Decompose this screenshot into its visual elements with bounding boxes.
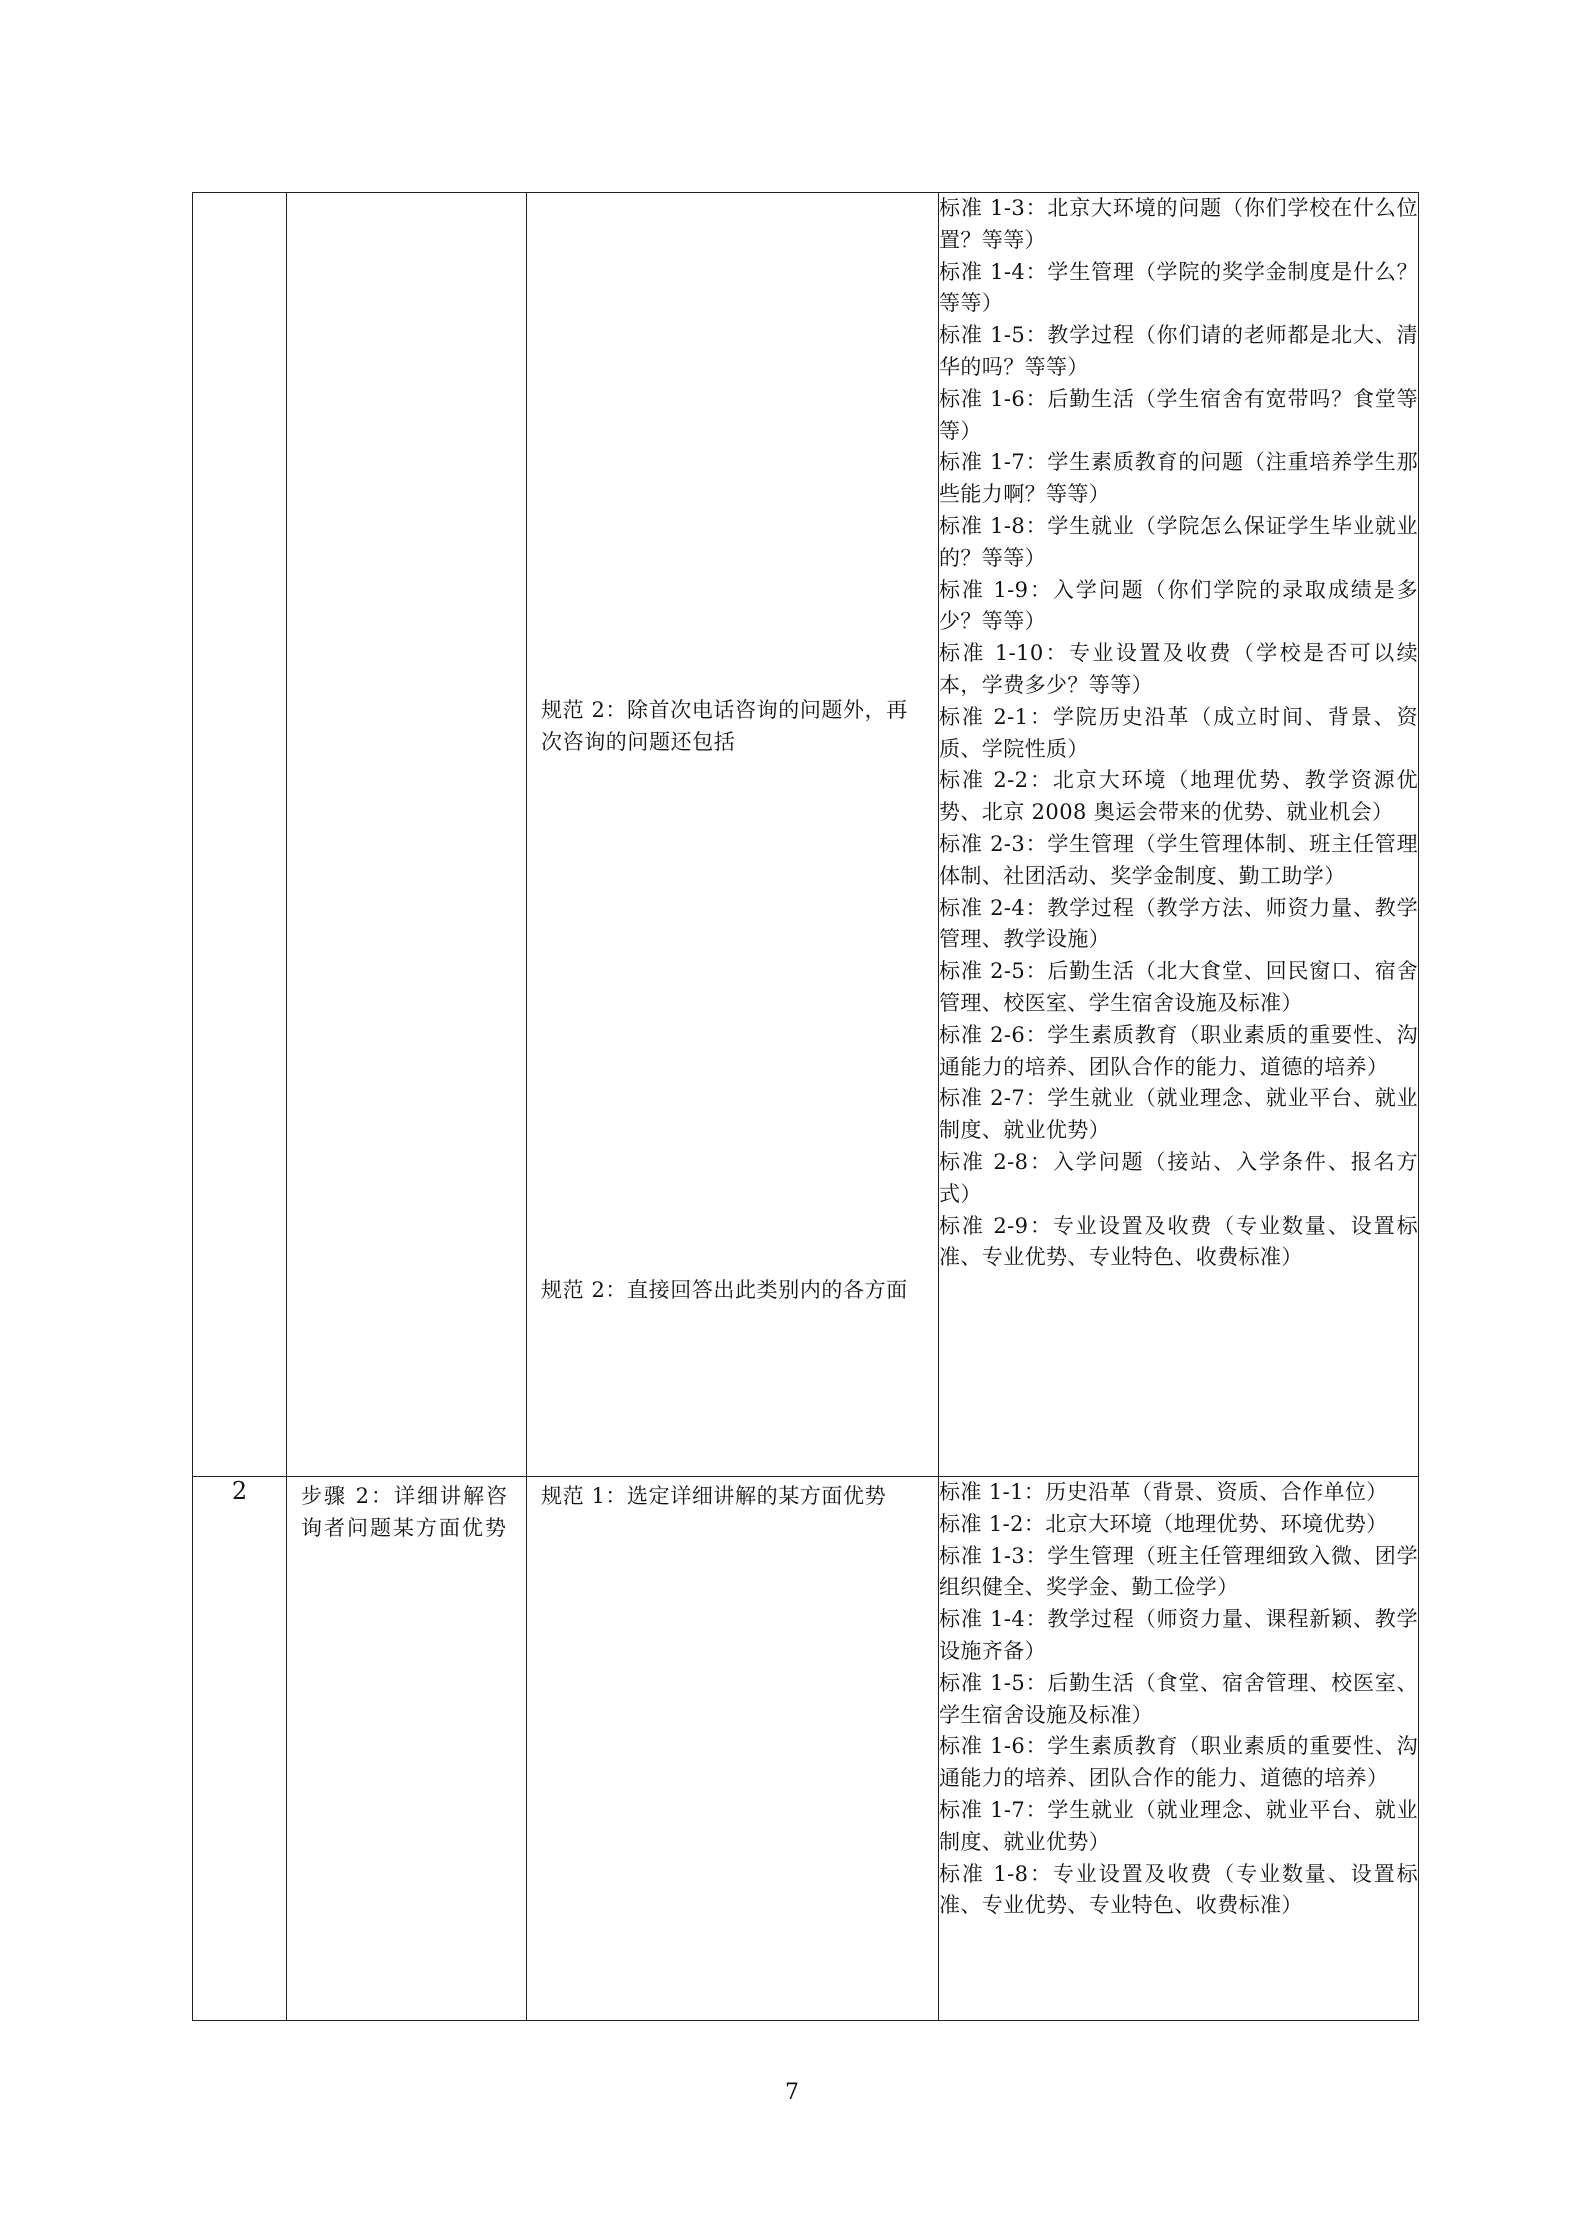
spec-text: 规范 2：直接回答出此类别内的各方面	[541, 1277, 908, 1302]
standard-item: 标准 1-4：学生管理（学院的奖学金制度是什么？等等）	[939, 259, 1418, 316]
standard-item: 标准 1-8：专业设置及收费（专业数量、设置标准、专业优势、专业特色、收费标准）	[939, 1861, 1418, 1918]
spec-text: 规范 2：除首次电话咨询的问题外，再次咨询的问题还包括	[541, 698, 908, 754]
standard-item: 标准 1-9：入学问题（你们学院的录取成绩是多少？等等）	[939, 577, 1418, 634]
step-number-cell: 2	[193, 1477, 287, 2021]
step-cell	[287, 193, 527, 1477]
standard-item: 标准 2-4：教学过程（教学方法、师资力量、教学管理、教学设施）	[939, 895, 1418, 952]
standard-item: 标准 2-3：学生管理（学生管理体制、班主任管理体制、社团活动、奖学金制度、勤工助学）	[939, 831, 1418, 888]
standard-item: 标准 2-1：学院历史沿革（成立时间、背景、资质、学院性质）	[939, 704, 1418, 761]
standard-item: 标准 1-10：专业设置及收费（学校是否可以续本，学费多少？等等）	[939, 641, 1418, 697]
table-row	[193, 193, 1419, 1477]
standard-item: 标准 1-5：后勤生活（食堂、宿舍管理、校医室、学生宿舍设施及标准）	[939, 1670, 1418, 1727]
spec-cell	[527, 1477, 939, 2021]
standard-item: 标准 1-5：教学过程（你们请的老师都是北大、清华的吗？等等）	[939, 323, 1418, 379]
spec-text: 规范 1：选定详细讲解的某方面优势	[541, 1484, 887, 1508]
standards-table	[192, 192, 1419, 2021]
step-text: 步骤 2：详细讲解咨询者问题某方面优势	[301, 1484, 510, 1540]
standard-item: 标准 1-1：历史沿革（背景、资质、合作单位）	[939, 1480, 1388, 1504]
standard-item: 标准 2-6：学生素质教育（职业素质的重要性、沟通能力的培养、团队合作的能力、道德的培养）	[939, 1022, 1418, 1079]
spec-cell	[527, 193, 939, 1477]
standard-item: 标准 1-6：学生素质教育（职业素质的重要性、沟通能力的培养、团队合作的能力、道德的培养）	[939, 1734, 1418, 1791]
standard-item: 标准 1-8：学生就业（学院怎么保证学生毕业就业的？等等）	[939, 513, 1418, 570]
standard-item: 标准 2-7：学生就业（就业理念、就业平台、就业制度、就业优势）	[939, 1086, 1418, 1143]
standards-cell	[939, 193, 1419, 1477]
standard-item: 标准 1-7：学生就业（就业理念、就业平台、就业制度、就业优势）	[939, 1797, 1418, 1854]
step-number-cell	[193, 193, 287, 1477]
standard-item: 标准 2-5：后勤生活（北大食堂、回民窗口、宿舍管理、校医室、学生宿舍设施及标准）	[939, 959, 1418, 1015]
standards-cell	[939, 1477, 1419, 2021]
page-number: 7	[785, 2080, 799, 2105]
standard-item: 标准 1-3：学生管理（班主任管理细致入微、团学组织健全、奖学金、勤工俭学）	[939, 1543, 1418, 1600]
standard-item: 标准 1-4：教学过程（师资力量、课程新颖、教学设施齐备）	[939, 1607, 1418, 1663]
standard-item: 标准 2-9：专业设置及收费（专业数量、设置标准、专业优势、专业特色、收费标准）	[939, 1213, 1418, 1270]
standard-item: 标准 1-6：后勤生活（学生宿舍有宽带吗？食堂等等）	[939, 386, 1418, 443]
standard-item: 标准 1-7：学生素质教育的问题（注重培养学生那些能力啊？等等）	[939, 450, 1418, 507]
standard-item: 标准 2-8：入学问题（接站、入学条件、报名方式）	[939, 1149, 1418, 1206]
standard-item: 标准 2-2：北京大环境（地理优势、教学资源优势、北京 2008 奥运会带来的优势、就业机会）	[939, 768, 1418, 825]
step-cell	[287, 1477, 527, 2021]
table-row	[193, 1477, 1419, 2021]
standard-item: 标准 1-2：北京大环境（地理优势、环境优势）	[939, 1511, 1388, 1536]
standard-item: 标准 1-3：北京大环境的问题（你们学校在什么位置？等等）	[939, 196, 1418, 252]
